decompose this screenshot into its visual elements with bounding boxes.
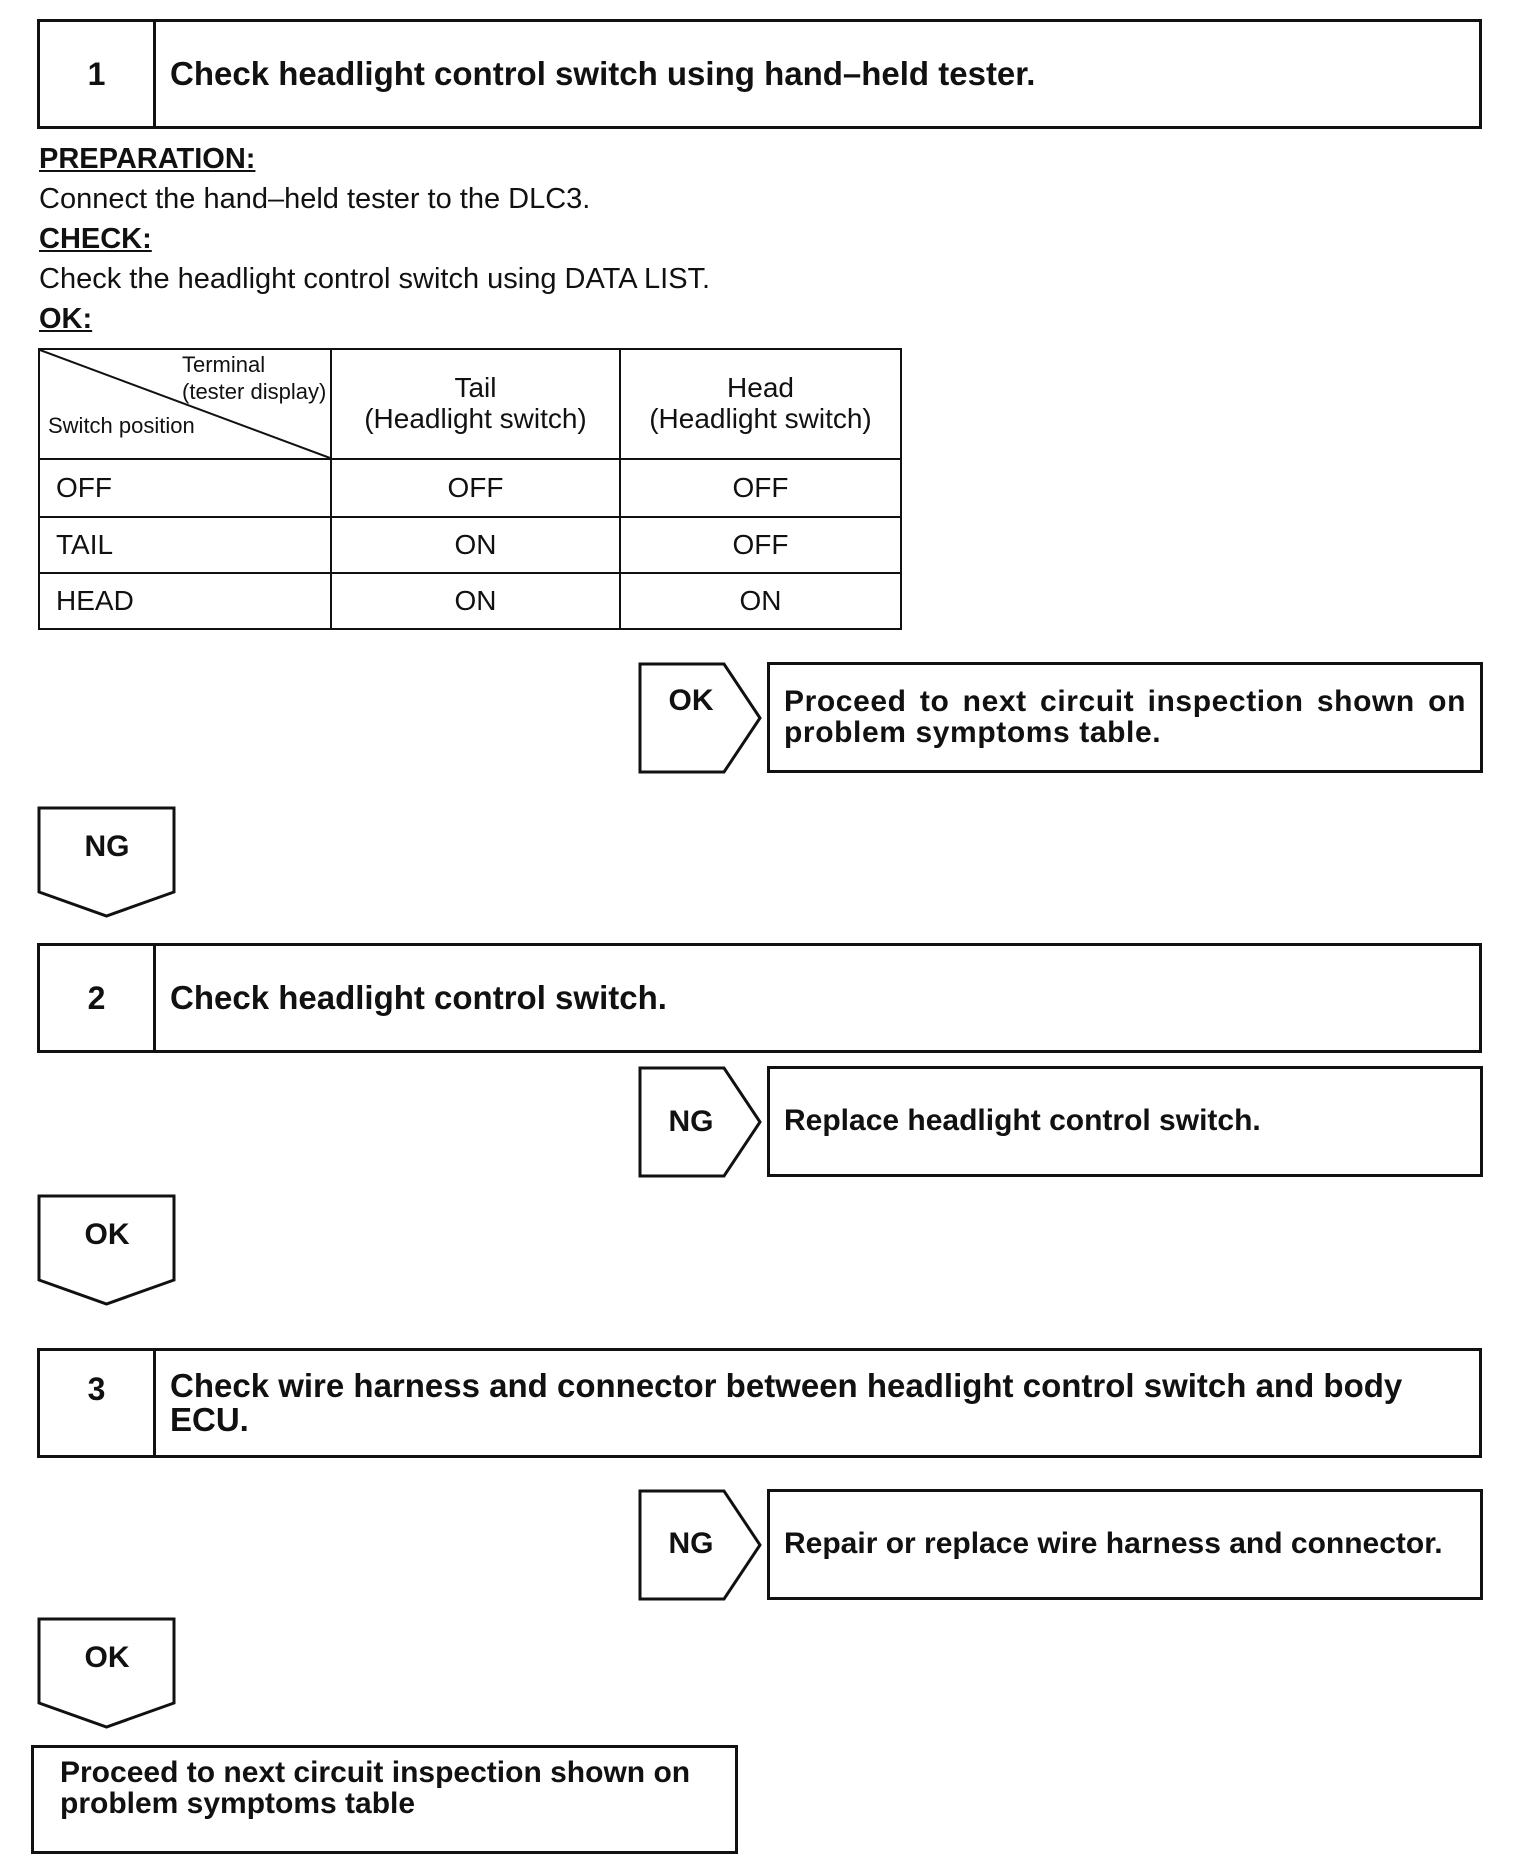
row-tail-value: OFF (331, 459, 620, 517)
preparation-label: PREPARATION: (39, 143, 256, 175)
row-head-value: OFF (620, 459, 901, 517)
column-header-tail-line2: (Headlight switch) (364, 403, 587, 434)
check-label: CHECK: (39, 223, 152, 255)
step-1-ok-result-box: Proceed to next circuit inspection shown on problem symptoms table. (767, 662, 1483, 773)
corner-display-label: (tester display) (182, 379, 327, 404)
table-row (39, 459, 901, 517)
row-head-value: ON (620, 573, 901, 629)
step-1-ng-label: NG (84, 830, 130, 863)
column-header-head (620, 349, 901, 459)
ok-label: OK: (39, 303, 93, 335)
row-tail-value: ON (331, 517, 620, 573)
step-2-number: 2 (40, 946, 156, 1050)
check-text: Check the headlight control switch using DATA LIST. (39, 263, 711, 295)
table-row (39, 573, 901, 629)
step-3-ng-result-box: Repair or replace wire harness and connector. (767, 1489, 1483, 1600)
row-head-value: OFF (620, 517, 901, 573)
column-header-tail (331, 349, 620, 459)
step-1-number: 1 (40, 22, 156, 126)
column-header-head-line2: (Headlight switch) (649, 403, 872, 434)
table-row (39, 517, 901, 573)
data-list-table (38, 348, 902, 630)
column-header-head-line1: Head (727, 372, 794, 404)
corner-switch-label: Switch position (48, 413, 195, 438)
step-1-title: Check headlight control switch using hand–held tester. (170, 55, 1036, 93)
final-result-box: Proceed to next circuit inspection shown on problem symptoms table (31, 1745, 738, 1854)
step-3-title: Check wire harness and connector between headlight control switch and body ECU. (170, 1367, 1403, 1438)
row-tail-value: ON (331, 573, 620, 629)
step-3-box (37, 1348, 1482, 1458)
step-2-box (37, 943, 1482, 1053)
step-2-title: Check headlight control switch. (170, 979, 667, 1017)
step-1-ok-right-arrow (638, 662, 764, 774)
table-corner-cell (39, 349, 331, 459)
step-2-ng-label: NG (668, 1105, 714, 1138)
preparation-text: Connect the hand–held tester to the DLC3. (39, 183, 591, 215)
step-3-number: 3 (40, 1351, 156, 1455)
step-3-ng-label: NG (668, 1527, 714, 1560)
corner-terminal-label: Terminal (182, 352, 266, 377)
column-header-tail-line1: Tail (454, 372, 497, 404)
row-position: TAIL (39, 517, 331, 573)
step-3-ok-label: OK (84, 1641, 130, 1674)
step-2-ok-label: OK (84, 1218, 130, 1251)
step-2-ng-result-box: Replace headlight control switch. (767, 1066, 1483, 1177)
row-position: OFF (39, 459, 331, 517)
step-1-ok-label: OK (668, 684, 714, 717)
row-position: HEAD (39, 573, 331, 629)
step-1-box (37, 19, 1482, 129)
